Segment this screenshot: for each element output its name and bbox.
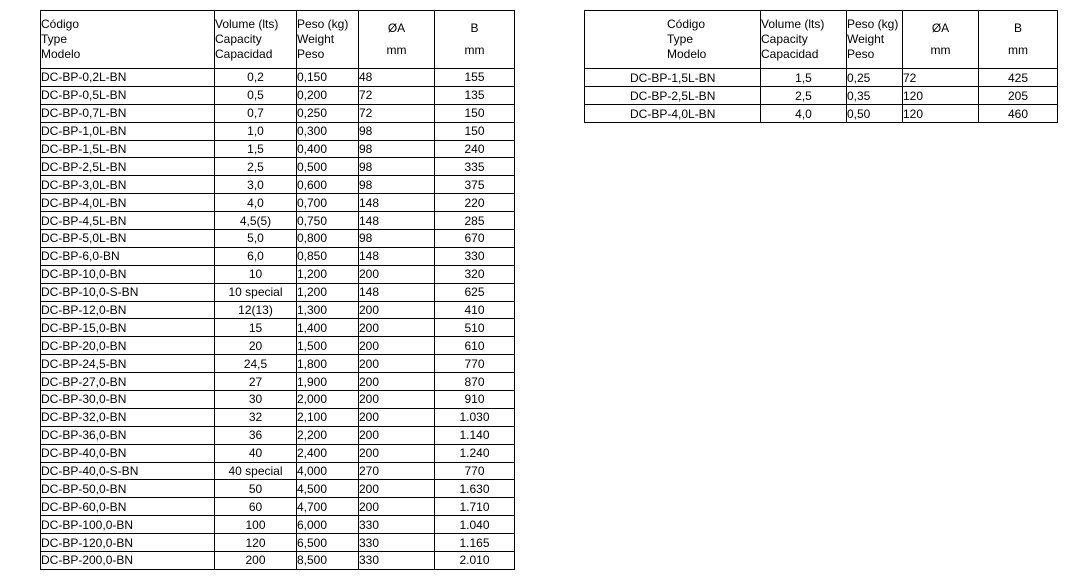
- table-row: [585, 105, 1058, 123]
- cell-volume: 15: [215, 319, 297, 337]
- cell-dim-b: 410: [435, 301, 515, 319]
- cell-weight: 0,700: [297, 194, 359, 212]
- table-header-row: [585, 11, 1058, 69]
- cell-dim-a: 200: [359, 319, 435, 337]
- table-row: [41, 104, 515, 122]
- cell-weight: 0,150: [297, 69, 359, 87]
- cell-weight: 2,400: [297, 444, 359, 462]
- cell-dim-a: 72: [359, 86, 435, 104]
- cell-code: DC-BP-6,0-BN: [41, 247, 215, 265]
- table-row: [41, 247, 515, 265]
- cell-dim-b: 510: [435, 319, 515, 337]
- header-code: Código Type Modelo: [585, 11, 761, 69]
- cell-volume: 2,5: [215, 158, 297, 176]
- cell-code: DC-BP-120,0-BN: [41, 534, 215, 552]
- cell-dim-a: 200: [359, 426, 435, 444]
- cell-weight: 0,300: [297, 122, 359, 140]
- cell-code: DC-BP-1,5L-BN: [585, 69, 761, 87]
- cell-dim-b: 335: [435, 158, 515, 176]
- cell-volume: 32: [215, 408, 297, 426]
- cell-volume: 10 special: [215, 283, 297, 301]
- table-row: [41, 337, 515, 355]
- cell-code: DC-BP-50,0-BN: [41, 480, 215, 498]
- table-row: [41, 265, 515, 283]
- table-row: [41, 86, 515, 104]
- table-row: [41, 283, 515, 301]
- cell-volume: 27: [215, 373, 297, 391]
- cell-dim-a: 98: [359, 122, 435, 140]
- spec-table-left: [40, 10, 515, 570]
- cell-dim-a: 200: [359, 391, 435, 409]
- cell-dim-b: 460: [979, 105, 1058, 123]
- table-row: [41, 444, 515, 462]
- table-row: [41, 391, 515, 409]
- cell-dim-b: 1.710: [435, 498, 515, 516]
- cell-code: DC-BP-36,0-BN: [41, 426, 215, 444]
- cell-volume: 40 special: [215, 462, 297, 480]
- cell-dim-a: 98: [359, 158, 435, 176]
- table-row: [585, 69, 1058, 87]
- cell-dim-b: 240: [435, 140, 515, 158]
- header-dim-a: ØA mm: [359, 11, 435, 69]
- table-row: [41, 230, 515, 248]
- cell-volume: 4,5(5): [215, 212, 297, 230]
- header-dim-a: ØA mm: [903, 11, 979, 69]
- cell-code: DC-BP-27,0-BN: [41, 373, 215, 391]
- table-row: [41, 408, 515, 426]
- table-row: [41, 426, 515, 444]
- cell-dim-a: 200: [359, 265, 435, 283]
- cell-volume: 6,0: [215, 247, 297, 265]
- cell-code: DC-BP-0,7L-BN: [41, 104, 215, 122]
- cell-dim-a: 200: [359, 498, 435, 516]
- cell-weight: 0,200: [297, 86, 359, 104]
- cell-dim-b: 135: [435, 86, 515, 104]
- header-dim-b: B mm: [435, 11, 515, 69]
- cell-dim-b: 330: [435, 247, 515, 265]
- cell-dim-b: 375: [435, 176, 515, 194]
- cell-dim-b: 1.240: [435, 444, 515, 462]
- table-row: [41, 122, 515, 140]
- cell-dim-b: 320: [435, 265, 515, 283]
- cell-volume: 0,5: [215, 86, 297, 104]
- cell-weight: 4,500: [297, 480, 359, 498]
- cell-code: DC-BP-2,5L-BN: [585, 87, 761, 105]
- table-row: [41, 212, 515, 230]
- table-row: [41, 373, 515, 391]
- header-volume: Volume (lts) Capacity Capacidad: [215, 11, 297, 69]
- cell-dim-a: 200: [359, 480, 435, 498]
- spec-table-right: [584, 10, 1058, 123]
- cell-volume: 200: [215, 552, 297, 570]
- cell-dim-b: 625: [435, 283, 515, 301]
- cell-dim-a: 98: [359, 176, 435, 194]
- table-row: [41, 194, 515, 212]
- cell-dim-b: 910: [435, 391, 515, 409]
- cell-code: DC-BP-2,5L-BN: [41, 158, 215, 176]
- cell-volume: 4,0: [761, 105, 847, 123]
- cell-volume: 30: [215, 391, 297, 409]
- cell-code: DC-BP-12,0-BN: [41, 301, 215, 319]
- cell-weight: 0,35: [847, 87, 903, 105]
- header-code: Código Type Modelo: [41, 11, 215, 69]
- cell-volume: 60: [215, 498, 297, 516]
- cell-code: DC-BP-1,0L-BN: [41, 122, 215, 140]
- cell-dim-b: 285: [435, 212, 515, 230]
- cell-code: DC-BP-24,5-BN: [41, 355, 215, 373]
- cell-volume: 12(13): [215, 301, 297, 319]
- cell-weight: 2,200: [297, 426, 359, 444]
- cell-weight: 1,200: [297, 283, 359, 301]
- header-weight: Peso (kg) Weight Peso: [297, 11, 359, 69]
- cell-code: DC-BP-3,0L-BN: [41, 176, 215, 194]
- cell-code: DC-BP-40,0-S-BN: [41, 462, 215, 480]
- cell-volume: 1,0: [215, 122, 297, 140]
- cell-volume: 50: [215, 480, 297, 498]
- cell-code: DC-BP-4,0L-BN: [41, 194, 215, 212]
- cell-dim-b: 670: [435, 230, 515, 248]
- table-row: [41, 462, 515, 480]
- cell-dim-b: 870: [435, 373, 515, 391]
- cell-dim-a: 72: [903, 69, 979, 87]
- cell-dim-b: 150: [435, 122, 515, 140]
- cell-code: DC-BP-10,0-S-BN: [41, 283, 215, 301]
- table-row: [41, 319, 515, 337]
- cell-weight: 8,500: [297, 552, 359, 570]
- table-row: [41, 301, 515, 319]
- cell-weight: 0,50: [847, 105, 903, 123]
- cell-weight: 1,500: [297, 337, 359, 355]
- cell-volume: 5,0: [215, 230, 297, 248]
- cell-volume: 1,5: [761, 69, 847, 87]
- cell-code: DC-BP-0,2L-BN: [41, 69, 215, 87]
- cell-weight: 0,800: [297, 230, 359, 248]
- cell-dim-a: 148: [359, 212, 435, 230]
- cell-dim-b: 1.630: [435, 480, 515, 498]
- cell-dim-a: 98: [359, 140, 435, 158]
- cell-code: DC-BP-30,0-BN: [41, 391, 215, 409]
- cell-code: DC-BP-20,0-BN: [41, 337, 215, 355]
- cell-weight: 2,000: [297, 391, 359, 409]
- table-row: [41, 552, 515, 570]
- table-row: [41, 140, 515, 158]
- table-row: [585, 87, 1058, 105]
- cell-code: DC-BP-200,0-BN: [41, 552, 215, 570]
- table-header-row: [41, 11, 515, 69]
- table-row: [41, 498, 515, 516]
- cell-code: DC-BP-0,5L-BN: [41, 86, 215, 104]
- cell-dim-b: 425: [979, 69, 1058, 87]
- cell-weight: 0,600: [297, 176, 359, 194]
- cell-volume: 36: [215, 426, 297, 444]
- cell-volume: 40: [215, 444, 297, 462]
- cell-weight: 4,700: [297, 498, 359, 516]
- header-dim-b: B mm: [979, 11, 1058, 69]
- cell-dim-a: 98: [359, 230, 435, 248]
- cell-dim-b: 770: [435, 462, 515, 480]
- cell-code: DC-BP-4,5L-BN: [41, 212, 215, 230]
- cell-weight: 0,250: [297, 104, 359, 122]
- cell-dim-a: 330: [359, 516, 435, 534]
- cell-volume: 100: [215, 516, 297, 534]
- cell-code: DC-BP-32,0-BN: [41, 408, 215, 426]
- cell-code: DC-BP-10,0-BN: [41, 265, 215, 283]
- cell-volume: 1,5: [215, 140, 297, 158]
- cell-dim-a: 330: [359, 534, 435, 552]
- cell-weight: 1,900: [297, 373, 359, 391]
- cell-dim-a: 200: [359, 337, 435, 355]
- cell-dim-a: 200: [359, 355, 435, 373]
- cell-code: DC-BP-15,0-BN: [41, 319, 215, 337]
- table-row: [41, 355, 515, 373]
- cell-weight: 0,500: [297, 158, 359, 176]
- cell-volume: 2,5: [761, 87, 847, 105]
- header-weight: Peso (kg) Weight Peso: [847, 11, 903, 69]
- cell-dim-a: 72: [359, 104, 435, 122]
- table-row: [41, 534, 515, 552]
- cell-dim-a: 200: [359, 444, 435, 462]
- cell-volume: 20: [215, 337, 297, 355]
- cell-weight: 4,000: [297, 462, 359, 480]
- table-row: [41, 158, 515, 176]
- cell-weight: 0,25: [847, 69, 903, 87]
- cell-dim-a: 148: [359, 247, 435, 265]
- cell-dim-b: 2.010: [435, 552, 515, 570]
- cell-dim-b: 770: [435, 355, 515, 373]
- cell-weight: 1,400: [297, 319, 359, 337]
- table-row: [41, 480, 515, 498]
- cell-weight: 2,100: [297, 408, 359, 426]
- cell-dim-b: 1.140: [435, 426, 515, 444]
- cell-dim-a: 270: [359, 462, 435, 480]
- cell-code: DC-BP-1,5L-BN: [41, 140, 215, 158]
- cell-code: DC-BP-4,0L-BN: [585, 105, 761, 123]
- cell-dim-a: 48: [359, 69, 435, 87]
- cell-dim-a: 148: [359, 194, 435, 212]
- cell-code: DC-BP-40,0-BN: [41, 444, 215, 462]
- cell-dim-a: 330: [359, 552, 435, 570]
- cell-dim-b: 1.030: [435, 408, 515, 426]
- cell-dim-b: 610: [435, 337, 515, 355]
- cell-dim-b: 1.165: [435, 534, 515, 552]
- header-volume: Volume (lts) Capacity Capacidad: [761, 11, 847, 69]
- table-row: [41, 69, 515, 87]
- cell-weight: 6,000: [297, 516, 359, 534]
- cell-dim-b: 220: [435, 194, 515, 212]
- cell-dim-a: 148: [359, 283, 435, 301]
- cell-weight: 0,850: [297, 247, 359, 265]
- cell-code: DC-BP-60,0-BN: [41, 498, 215, 516]
- cell-dim-b: 205: [979, 87, 1058, 105]
- cell-dim-b: 150: [435, 104, 515, 122]
- cell-dim-a: 200: [359, 408, 435, 426]
- cell-volume: 4,0: [215, 194, 297, 212]
- cell-weight: 0,400: [297, 140, 359, 158]
- cell-weight: 1,200: [297, 265, 359, 283]
- cell-code: DC-BP-100,0-BN: [41, 516, 215, 534]
- cell-dim-a: 200: [359, 301, 435, 319]
- cell-weight: 1,800: [297, 355, 359, 373]
- cell-volume: 3,0: [215, 176, 297, 194]
- table-row: [41, 516, 515, 534]
- cell-volume: 0,2: [215, 69, 297, 87]
- cell-volume: 0,7: [215, 104, 297, 122]
- cell-dim-a: 120: [903, 105, 979, 123]
- cell-dim-a: 120: [903, 87, 979, 105]
- cell-weight: 0,750: [297, 212, 359, 230]
- cell-weight: 6,500: [297, 534, 359, 552]
- cell-volume: 120: [215, 534, 297, 552]
- cell-dim-b: 1.040: [435, 516, 515, 534]
- cell-volume: 24,5: [215, 355, 297, 373]
- table-row: [41, 176, 515, 194]
- cell-dim-a: 200: [359, 373, 435, 391]
- cell-volume: 10: [215, 265, 297, 283]
- cell-dim-b: 155: [435, 69, 515, 87]
- cell-weight: 1,300: [297, 301, 359, 319]
- cell-code: DC-BP-5,0L-BN: [41, 230, 215, 248]
